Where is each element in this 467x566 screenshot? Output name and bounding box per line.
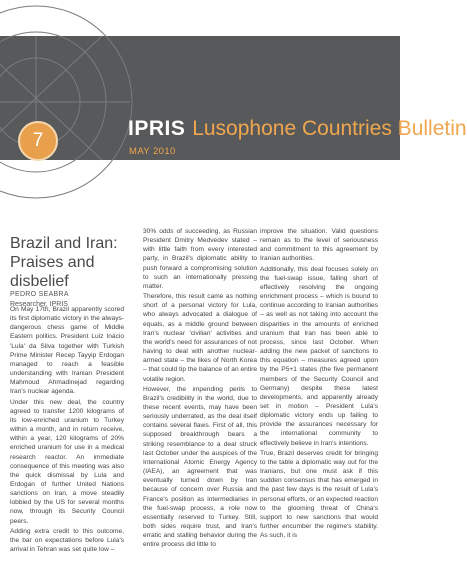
header-banner bbox=[0, 36, 467, 160]
brand-name: IPRIS bbox=[128, 117, 186, 140]
article-column-3 bbox=[260, 227, 378, 541]
paragraph: True, Brazil deserves credit for bringing to the table a diplomatic way out for the Iranians, but one must ask if this sudden consensus that has emerged in the past few days is the result of Lula's personal efforts, or an expected reaction to the glooming threat of China's support to new sanctions that would further encumber the regime's stability. As such, it is bbox=[260, 449, 378, 540]
bulletin-subtitle: Lusophone Countries Bulletin bbox=[192, 117, 467, 140]
author-name: PEDRO SEABRA bbox=[10, 291, 69, 298]
paragraph: 30% odds of succeeding, as Russian President Dmitry Medvedev stated – with little faith from every interested party, in Brazil's diplomatic ability to push forward a compromising solution to such an internationally pressing matter. bbox=[143, 228, 257, 290]
paragraph: Adding extra credit to this outcome, the bar on expectations before Lula's arrival in Tehran was set quite low – bbox=[10, 527, 124, 554]
paragraph: improve the situation. Valid questions remain as to the level of seriousness and commitment to this agreement by Iranian authorities. bbox=[260, 228, 378, 263]
bulletin-title bbox=[128, 116, 467, 142]
paragraph: Under this new deal, the country agreed to transfer 1200 kilograms of its low-enriched uranium to Turkey within a month, and in return receive, within a year, 120 kilograms of 20% enriched uranium for use in a medical research reactor. An immediate consequence of this meeting was also the quick dismissal by Lula and Erdogan of further United Nations sanctions on Iran, a move steadily lobbied by the US for several months now, through its Security Council peers. bbox=[10, 398, 124, 525]
paragraph: Additionally, this deal focuses solely on the fuel-swap issue, falling short of effectively resolving the ongoing enrichment process – which is bound to continue according to Iranian authorities – as well as not taking into account the disparities in the amounts of enriched uranium that Iran has been able to process, since last October. When adding the new packet of sanctions to this equation – measures agreed upon by the P5+1 states (the five permanent members of the Security Council and Germany) despite these latest developments, and apparently already set in motion – President Lula's diplomatic victory ends up failing to provide the assurances necessary for the international community to effectively believe in Iran's intentions. bbox=[260, 265, 378, 447]
paragraph: Therefore, this result came as nothing short of a personal victory for Lula, who always advocated a dialogue of equals, as a middle ground between Iran's nuclear 'civilian' activities and the world's need for assurances of not having to deal with another nuclear-armed state – the likes of North Korea – that could tip the balance of an entire volatile region. bbox=[143, 293, 257, 383]
paragraph: On May 17th, Brazil apparently scored its first diplomatic victory in the always-dangerous chess game of Middle Eastern politics. President Luiz Inácio 'Lula' da Silva together with Turkish Prime Minister Recep Tayyip Erdogan managed to reach a feasible understanding with Iranian President Mahmoud Ahmadinejad regarding Iran's nuclear agenda. bbox=[10, 306, 124, 396]
headline-line: disbelief bbox=[10, 273, 69, 290]
author-role: Researcher, IPRIS bbox=[10, 301, 68, 308]
article-column-2 bbox=[143, 227, 257, 550]
issue-date: MAY 2010 bbox=[129, 146, 176, 157]
article-headline bbox=[10, 234, 130, 291]
issue-number-badge: 7 bbox=[18, 121, 58, 161]
paragraph: However, the impending perils to Brazil's credibility in the world, due to these recent events, may have been seriously underrated, as the deal itself contains several flaws. First of all, this supposed breakthrough bears a striking resemblance to a deal struck last October under the auspices of the International Atomic Energy Agency (IAEA), an agreement that was eventually turned down by Iran because of concern over Russia and France's position as intermediaries in the fuel-swap process, a role now essentially reserved to Turkey. Still, both sides require trust, and Iran's erratic and stalling behavior during the entire process did little to bbox=[143, 385, 257, 549]
headline-line: Brazil and Iran: bbox=[10, 235, 118, 252]
headline-line: Praises and bbox=[10, 254, 95, 271]
article-column-1 bbox=[10, 305, 124, 555]
